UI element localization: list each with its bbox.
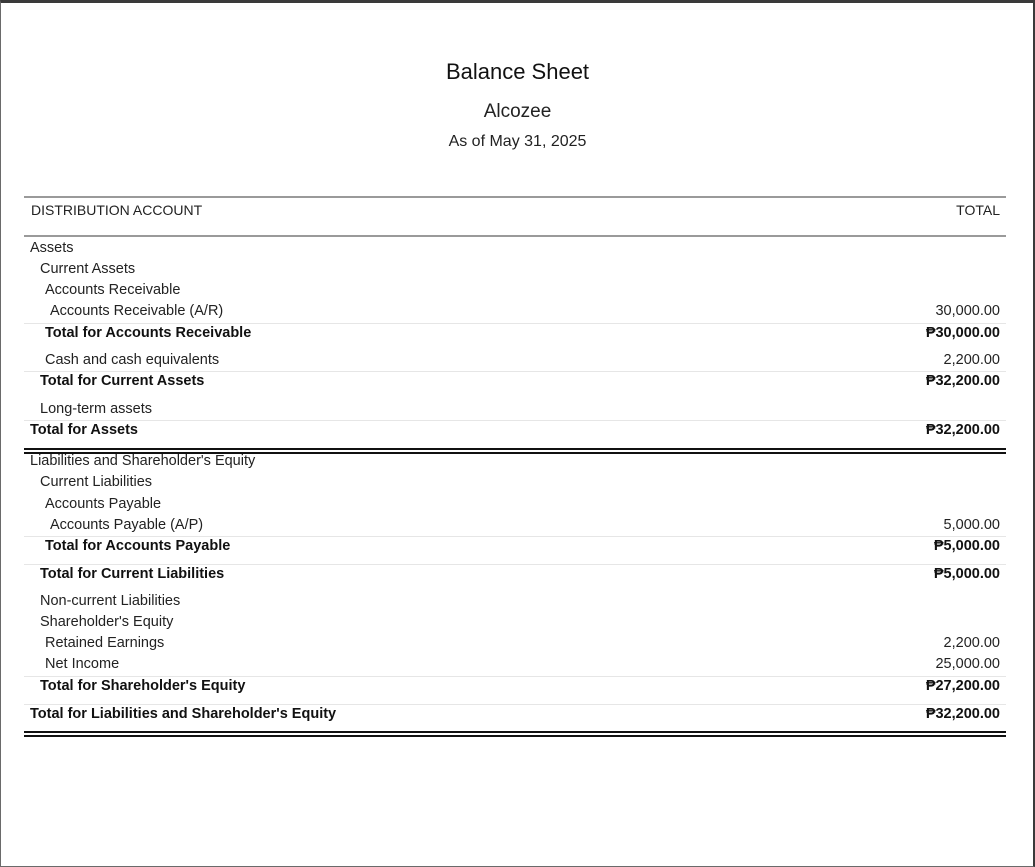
column-header-total: TOTAL bbox=[956, 202, 1000, 218]
row-divider bbox=[24, 536, 1006, 537]
row-label: Total for Liabilities and Shareholder's Equity bbox=[30, 706, 337, 722]
row-label: Net Income bbox=[45, 656, 120, 672]
row-label: Assets bbox=[30, 240, 74, 256]
column-header-row bbox=[24, 196, 1006, 237]
report-date: As of May 31, 2025 bbox=[448, 133, 587, 150]
row-label: Total for Assets bbox=[30, 422, 138, 438]
row-label: Accounts Payable bbox=[45, 496, 162, 512]
row-label: Total for Current Liabilities bbox=[40, 566, 225, 582]
row-label: Liabilities and Shareholder's Equity bbox=[30, 453, 256, 469]
row-label: Accounts Receivable bbox=[45, 282, 181, 298]
row-amount: ₱5,000.00 bbox=[933, 538, 1000, 554]
row-label: Current Liabilities bbox=[40, 474, 153, 490]
row-amount: ₱32,200.00 bbox=[925, 373, 1000, 389]
row-label: Total for Accounts Payable bbox=[45, 538, 231, 554]
column-header-account: DISTRIBUTION ACCOUNT bbox=[31, 202, 203, 218]
row-divider bbox=[24, 564, 1006, 565]
row-divider bbox=[24, 323, 1006, 324]
row-divider bbox=[24, 371, 1006, 372]
row-label: Non-current Liabilities bbox=[40, 593, 181, 609]
row-label: Long-term assets bbox=[40, 401, 153, 417]
row-label: Retained Earnings bbox=[45, 635, 165, 651]
row-amount: ₱5,000.00 bbox=[933, 566, 1000, 582]
row-amount: ₱27,200.00 bbox=[925, 678, 1000, 694]
row-amount: 25,000.00 bbox=[935, 656, 1000, 672]
company-name: Alcozee bbox=[483, 101, 552, 122]
row-divider bbox=[24, 676, 1006, 677]
row-amount: 2,200.00 bbox=[943, 352, 1000, 368]
row-label: Shareholder's Equity bbox=[40, 614, 174, 630]
row-divider bbox=[24, 704, 1006, 705]
row-amount: ₱32,200.00 bbox=[925, 706, 1000, 722]
row-label: Total for Accounts Receivable bbox=[45, 325, 252, 341]
row-divider bbox=[24, 420, 1006, 421]
balance-sheet-table bbox=[24, 196, 1006, 722]
row-label: Total for Current Assets bbox=[40, 373, 205, 389]
row-label: Cash and cash equivalents bbox=[45, 352, 220, 368]
double-rule bbox=[24, 731, 1006, 737]
row-amount: 2,200.00 bbox=[943, 635, 1000, 651]
row-label: Accounts Receivable (A/R) bbox=[50, 303, 224, 319]
row-amount: ₱30,000.00 bbox=[925, 325, 1000, 341]
row-label: Total for Shareholder's Equity bbox=[40, 678, 246, 694]
row-amount: 30,000.00 bbox=[935, 303, 1000, 319]
row-label: Current Assets bbox=[40, 261, 136, 277]
row-amount: ₱32,200.00 bbox=[925, 422, 1000, 438]
row-label: Accounts Payable (A/P) bbox=[50, 517, 204, 533]
row-amount: 5,000.00 bbox=[943, 517, 1000, 533]
report-title: Balance Sheet bbox=[445, 59, 590, 84]
